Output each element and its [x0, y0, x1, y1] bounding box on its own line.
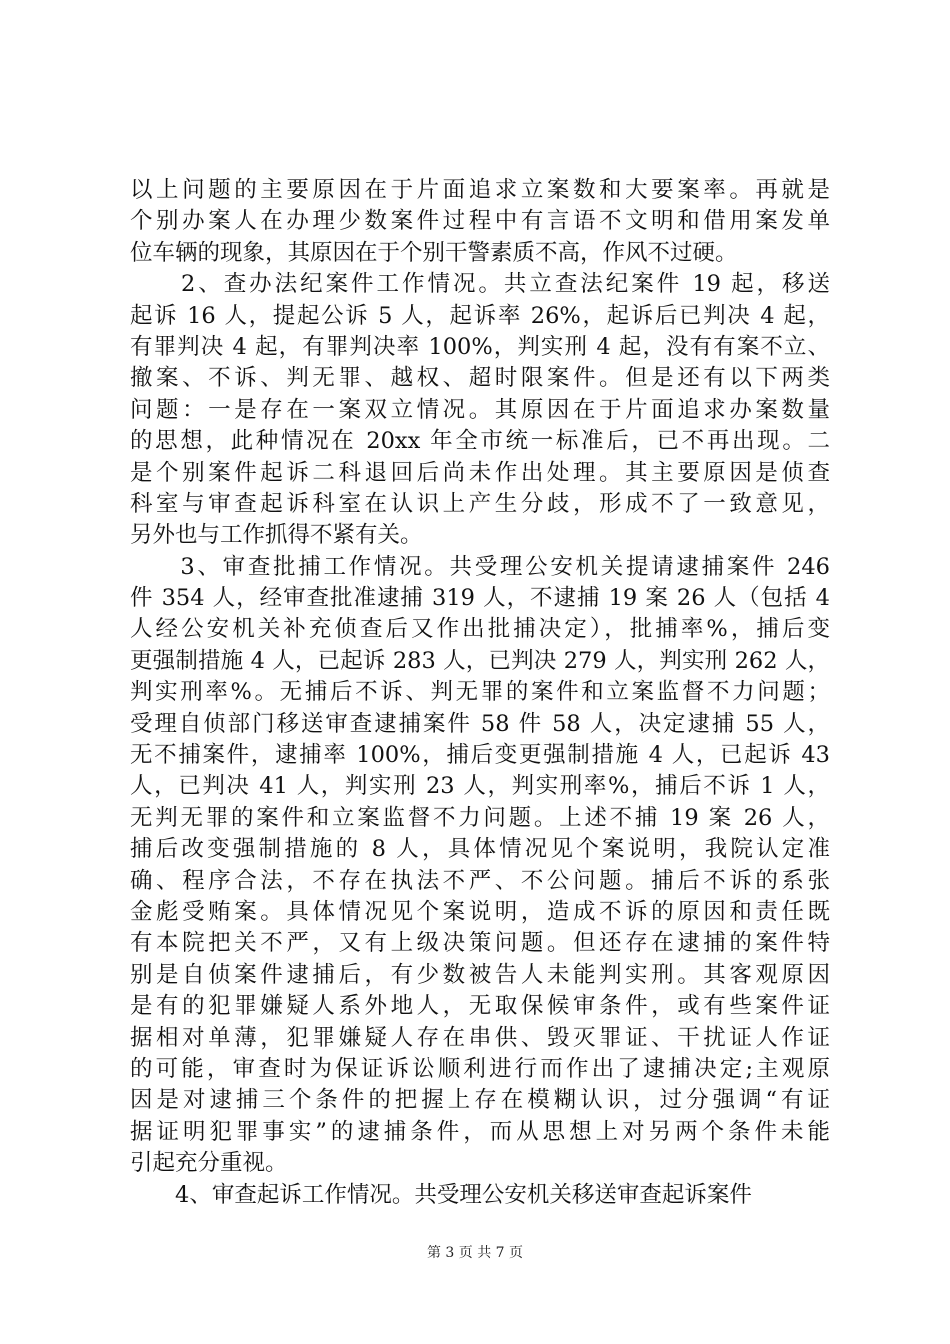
document-line: 另外也与工作抓得不紧有关。 — [130, 522, 423, 549]
document-line: 受理自侦部门移送审查逮捕案件 58 件 58 人，决定逮捕 55 人， — [130, 710, 830, 737]
document-line: 更强制措施 4 人，已起诉 283 人，已判决 279 人，判实刑 262 人， — [130, 647, 830, 674]
document-line: 无不捕案件，逮捕率 100%，捕后变更强制措施 4 人，已起诉 43 — [130, 742, 830, 769]
document-line: 别是自侦案件逮捕后，有少数被告人未能判实刑。其客观原因 — [130, 961, 830, 988]
document-line: 捕后改变强制措施的 8 人，具体情况见个案说明，我院认定准 — [130, 836, 830, 863]
document-line: 金彪受贿案。具体情况见个案说明，造成不诉的原因和责任既 — [130, 898, 830, 925]
document-line: 起诉 16 人，提起公诉 5 人，起诉率 26%，起诉后已判决 4 起， — [130, 302, 830, 329]
document-line: 的思想，此种情况在 20xx 年全市统一标准后，已不再出现。二 — [130, 428, 830, 455]
document-line: 的可能，审查时为保证诉讼顺利进行而作出了逮捕决定;主观原 — [130, 1055, 830, 1082]
document-body — [130, 175, 830, 1211]
document-line: 位车辆的现象，其原因在于个别干警素质不高，作风不过硬。 — [130, 239, 738, 266]
document-line: 引起充分重视。 — [130, 1150, 288, 1177]
document-line: 科室与审查起诉科室在认识上产生分歧，形成不了一致意见， — [130, 490, 830, 517]
document-line: 据相对单薄，犯罪嫌疑人存在串供、毁灭罪证、干扰证人作证 — [130, 1024, 830, 1051]
document-line: 2、查办法纪案件工作情况。共立查法纪案件 19 起，移送 — [130, 271, 830, 298]
document-line: 确、程序合法，不存在执法不严、不公问题。捕后不诉的系张 — [130, 867, 830, 894]
document-line: 是有的犯罪嫌疑人系外地人，无取保候审条件，或有些案件证 — [130, 993, 830, 1020]
document-line: 无判无罪的案件和立案监督不力问题。上述不捕 19 案 26 人， — [130, 804, 830, 831]
document-line: 有本院把关不严，又有上级决策问题。但还存在逮捕的案件特 — [130, 930, 830, 957]
document-line: 个别办案人在办理少数案件过程中有言语不文明和借用案发单 — [130, 208, 830, 235]
document-line: 以上问题的主要原因在于片面追求立案数和大要案率。再就是 — [130, 177, 830, 203]
document-line: 撤案、不诉、判无罪、越权、超时限案件。但是还有以下两类 — [130, 365, 830, 392]
document-line: 3、审查批捕工作情况。共受理公安机关提请逮捕案件 246 — [130, 553, 830, 580]
document-line: 是个别案件起诉二科退回后尚未作出处理。其主要原因是侦查 — [130, 459, 830, 486]
page-footer: 第 3 页 共 7 页 — [426, 1245, 524, 1261]
document-line: 因是对逮捕三个条件的把握上存在模糊认识，过分强调“有证 — [130, 1087, 830, 1114]
document-line: 有罪判决 4 起，有罪判决率 100%，判实刑 4 起，没有有案不立、 — [130, 333, 830, 360]
document-line: 问题：一是存在一案双立情况。其原因在于片面追求办案数量 — [130, 396, 830, 423]
document-line: 人，已判决 41 人，判实刑 23 人，判实刑率%，捕后不诉 1 人， — [130, 773, 830, 800]
document-line: 据证明犯罪事实”的逮捕条件，而从思想上对另两个条件未能 — [130, 1118, 830, 1145]
document-line: 判实刑率%。无捕后不诉、判无罪的案件和立案监督不力问题； — [130, 679, 830, 706]
document-line: 4、审查起诉工作情况。共受理公安机关移送审查起诉案件 — [130, 1181, 752, 1208]
document-line: 件 354 人，经审查批准逮捕 319 人，不逮捕 19 案 26 人（包括 4 — [130, 585, 830, 612]
document-line: 人经公安机关补充侦查后又作出批捕决定），批捕率%，捕后变 — [130, 616, 830, 643]
